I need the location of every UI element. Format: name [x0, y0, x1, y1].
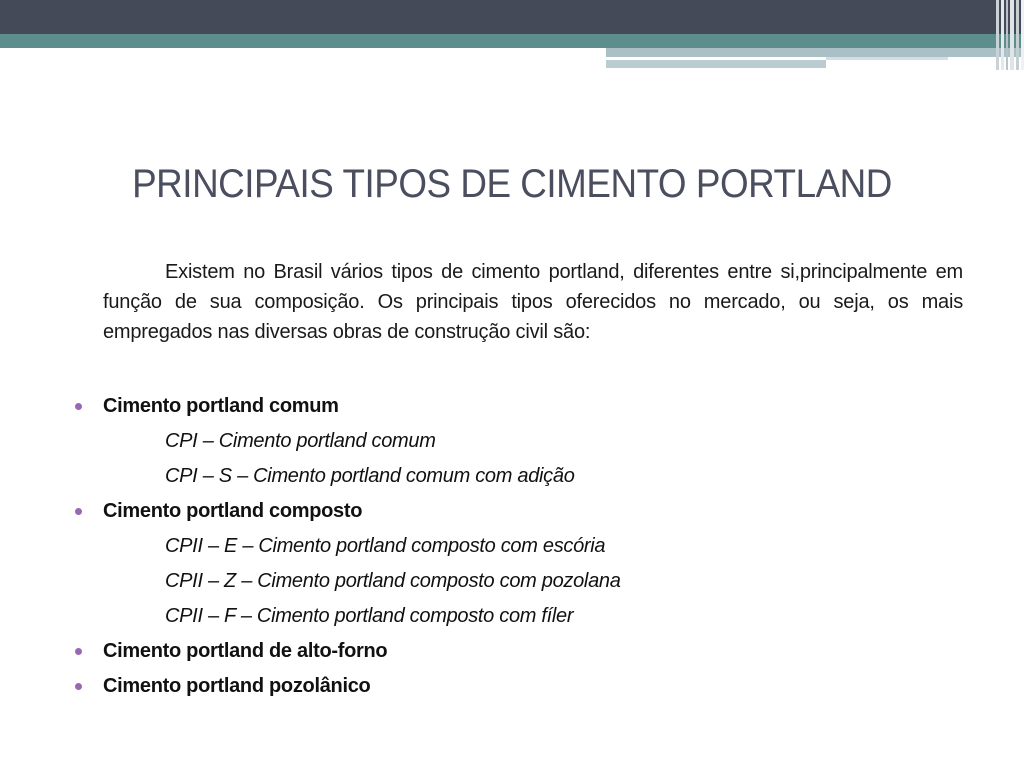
sub-item-label: CPI – Cimento portland comum	[165, 430, 436, 452]
sub-item-label: CPII – E – Cimento portland composto com escória	[165, 535, 606, 557]
slide-title: PRINCIPAIS TIPOS DE CIMENTO PORTLAND	[132, 162, 892, 206]
sub-list-item	[0, 461, 1024, 496]
bullet-label: Cimento portland comum	[103, 395, 339, 417]
sub-list-item	[0, 601, 1024, 636]
bullet-label: Cimento portland pozolânico	[103, 675, 371, 697]
sub-list-item	[0, 566, 1024, 601]
bullet-dot-icon	[75, 508, 82, 515]
list-item	[0, 671, 1024, 706]
sub-list-item	[0, 531, 1024, 566]
sub-item-label: CPII – F – Cimento portland composto com fíler	[165, 605, 574, 627]
intro-paragraph: Existem no Brasil vários tipos de cimento portland, diferentes entre si,principalmente em função de sua composição. Os principais tipos oferecidos no mercado, ou seja, os mais empregados nas diversas obras de construção civil são:	[103, 261, 963, 343]
header-band-light-short	[606, 60, 826, 68]
header-stripes-decoration	[994, 0, 1024, 70]
list-item	[0, 391, 1024, 426]
bullet-label: Cimento portland composto	[103, 500, 363, 522]
cement-types-list	[0, 391, 1024, 706]
header-thin-line	[826, 57, 948, 60]
bullet-dot-icon	[75, 683, 82, 690]
header-band-dark	[0, 0, 1024, 34]
bullet-label: Cimento portland de alto-forno	[103, 640, 388, 662]
list-item	[0, 496, 1024, 531]
list-item	[0, 636, 1024, 671]
sub-item-label: CPII – Z – Cimento portland composto com pozolana	[165, 570, 621, 592]
header-band-light	[606, 48, 1024, 57]
header-band-teal	[0, 34, 1024, 48]
sub-list-item	[0, 426, 1024, 461]
bullet-dot-icon	[75, 403, 82, 410]
sub-item-label: CPI – S – Cimento portland comum com adição	[165, 465, 575, 487]
bullet-dot-icon	[75, 648, 82, 655]
